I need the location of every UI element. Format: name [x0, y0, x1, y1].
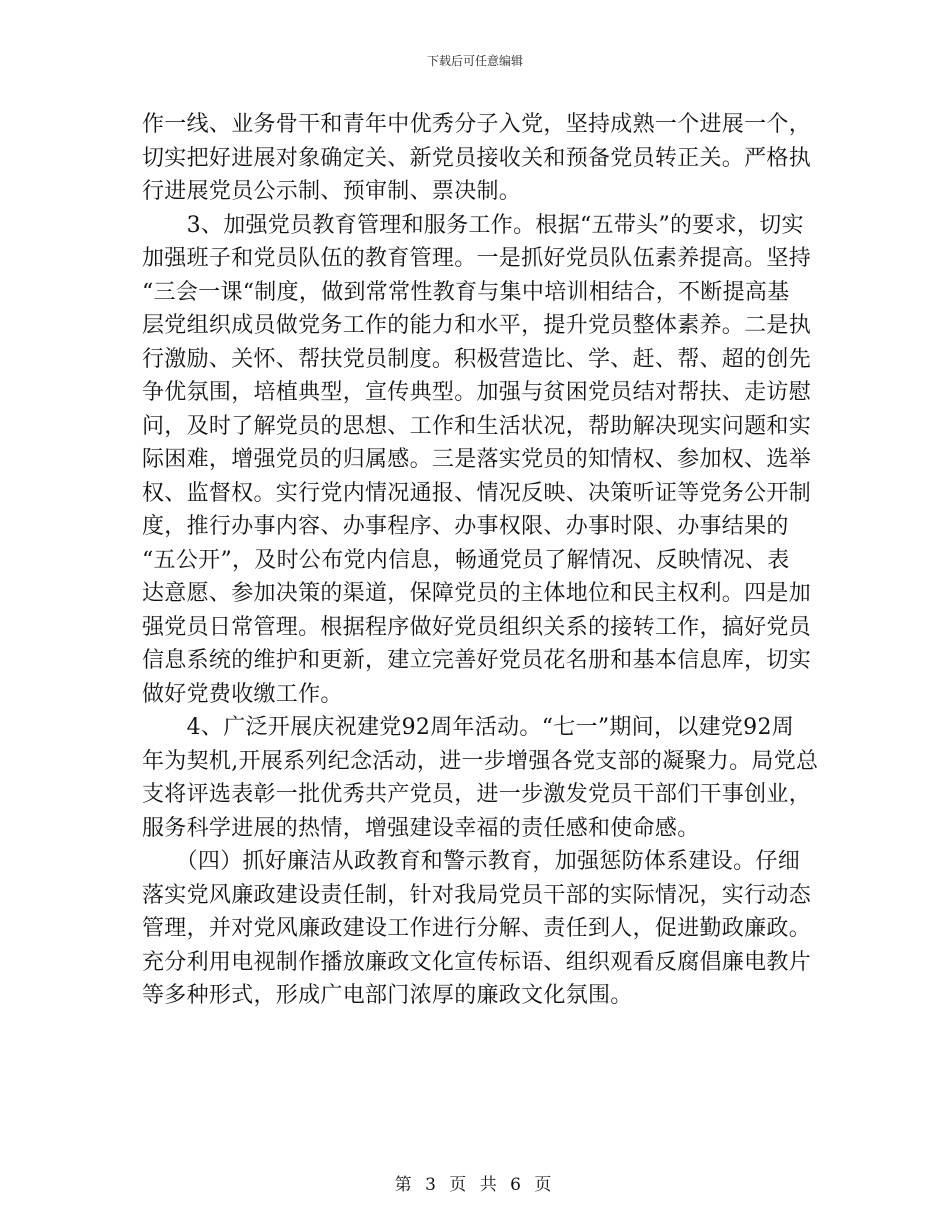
text-line: 作一线、业务骨干和青年中优秀分子入党，坚持成熟一个进展一个，: [142, 112, 812, 137]
text-line: 支将评选表彰一批优秀共产党员，进一步激发党员干部们干事创业，: [142, 782, 812, 807]
text-line: 管理，并对党风廉政建设工作进行分解、责任到人，促进勤政廉政。: [142, 916, 812, 941]
document-body: [142, 108, 819, 1013]
text-line: 强党员日常管理。根据程序做好党员组织关系的接转工作，搞好党员: [142, 614, 812, 640]
text-line: 年为契机,开展系列纪念活动，进一步增强各党支部的凝聚力。局党总: [142, 748, 819, 774]
text-line: 际困难，增强党员的归属感。三是落实党员的知情权、参加权、选举: [142, 447, 812, 472]
page-header: 下载后可任意编辑: [426, 54, 523, 68]
text-line: “三会一课“制度，做到常常性教育与集中培训相结合，不断提高基: [142, 279, 790, 305]
page-footer: 第 3 页 共 6 页: [394, 1175, 556, 1195]
text-line: 信息系统的维护和更新，建立完善好党员花名册和基本信息库，切实: [142, 648, 812, 673]
text-line: 度，推行办事内容、办事程序、办事权限、办事时限、办事结果的: [142, 514, 789, 539]
text-line: 做好党费收缴工作。: [142, 681, 343, 707]
text-line: 达意愿、参加决策的渠道，保障党员的主体地位和民主权利。四是加: [142, 581, 812, 606]
text-line: 落实党风廉政建设责任制，针对我局党员干部的实际情况，实行动态: [142, 882, 812, 908]
text-line: “五公开”，及时公布党内信息，畅通党员了解情况、反映情况、表: [142, 547, 790, 573]
text-line: 行进展党员公示制、预审制、票决制。: [142, 179, 522, 204]
text-line: （四）抓好廉洁从政教育和警示教育，加强惩防体系建设。仔细: [142, 849, 801, 874]
text-line: 4、广泛开展庆祝建党92周年活动。“七一”期间，以建党92周: [142, 715, 795, 740]
text-line: 等多种形式，形成广电部门浓厚的廉政文化氛围。: [142, 983, 633, 1008]
text-line: 3、加强党员教育管理和服务工作。根据“五带头”的要求，切实: [142, 212, 804, 238]
text-line: 切实把好进展对象确定关、新党员接收关和预备党员转正关。严格执: [142, 145, 812, 171]
text-line: 权、监督权。实行党内情况通报、情况反映、决策听证等党务公开制: [142, 480, 812, 506]
text-line: 层党组织成员做党务工作的能力和水平，提升党员整体素养。二是执: [142, 313, 812, 338]
text-line: 充分利用电视制作播放廉政文化宣传标语、组织观看反腐倡廉电教片: [142, 949, 812, 975]
text-line: 争优氛围，培植典型，宣传典型。加强与贫困党员结对帮扶、走访慰: [142, 380, 812, 405]
text-line: 加强班子和党员队伍的教育管理。一是抓好党员队伍素养提高。坚持: [142, 246, 812, 271]
text-line: 行激励、关怀、帮扶党员制度。积极营造比、学、赶、帮、超的创先: [142, 346, 812, 372]
text-line: 问，及时了解党员的思想、工作和生活状况，帮助解决现实问题和实: [142, 413, 812, 439]
text-line: 服务科学进展的热情，增强建设幸福的责任感和使命感。: [142, 815, 700, 841]
